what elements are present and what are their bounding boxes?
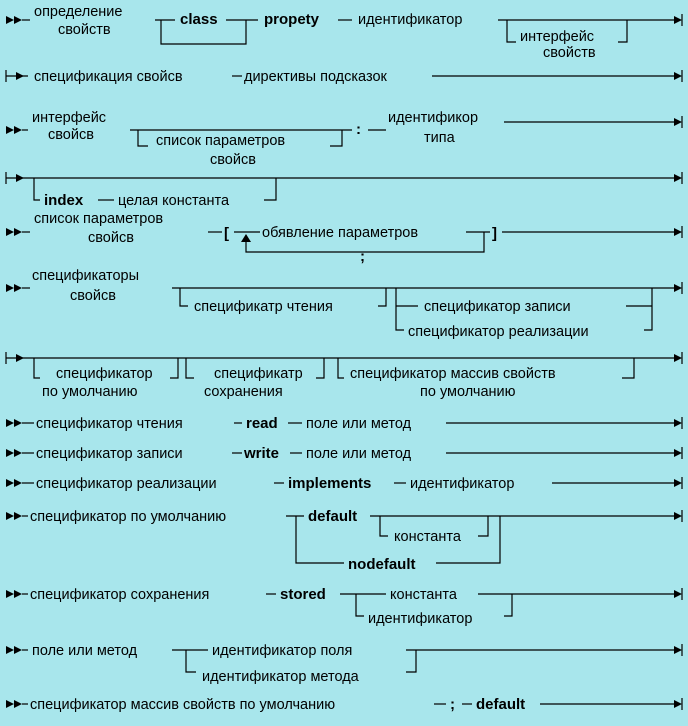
- label-stored-specifier: спецификатр: [214, 366, 303, 382]
- branch-method-id: [186, 650, 196, 672]
- label-property-definition: определение: [34, 4, 123, 20]
- label-read-specifier: спецификатр чтения: [194, 299, 333, 315]
- svg-text:свойств: свойств: [58, 22, 111, 38]
- rule-stored-specifier: [6, 586, 682, 627]
- double-arrow-icon: [6, 590, 14, 598]
- label-default-specifier: спецификатор: [56, 366, 153, 382]
- rule-property-definition: [6, 4, 682, 61]
- branch-constant: [380, 516, 388, 536]
- label-method-identifier: идентификатор метода: [202, 669, 359, 685]
- label-param-declaration: обявление параметров: [262, 225, 419, 241]
- end-arrow-icon: [674, 174, 682, 182]
- double-arrow-icon: [6, 449, 14, 457]
- svg-text:по умолчанию: по умолчанию: [420, 384, 516, 400]
- rule-field-or-method: [6, 643, 682, 685]
- bypass-interface: [507, 20, 516, 42]
- keyword-read: read: [246, 415, 278, 432]
- rule-property-specifiers-continuation: [6, 352, 682, 400]
- end-arrow-icon: [674, 479, 682, 487]
- label-property-specifiers: спецификаторы: [32, 268, 140, 284]
- rule-read-specifier: [6, 415, 682, 432]
- bypass-index: [34, 178, 40, 200]
- end-arrow-icon: [674, 118, 682, 126]
- label-constant: константа: [394, 529, 461, 545]
- symbol-left-bracket: [: [224, 225, 229, 242]
- svg-text:свойсв: свойсв: [48, 127, 94, 143]
- rule-property-parameter-list: [6, 211, 682, 265]
- end-arrow-icon: [674, 72, 682, 80]
- end-arrow-icon: [674, 228, 682, 236]
- double-arrow-icon: [6, 479, 14, 487]
- svg-text:сохранения: сохранения: [204, 384, 283, 400]
- end-arrow-icon: [674, 284, 682, 292]
- label-field-or-method-2: поле или метод: [306, 446, 412, 462]
- rule-property-interface: [6, 110, 682, 168]
- label-identifier-2: идентификатор: [410, 476, 515, 492]
- end-arrow-icon: [674, 512, 682, 520]
- label-field-identifier: идентификатор поля: [212, 643, 353, 659]
- branch-identifier: [356, 594, 364, 616]
- end-arrow-icon: [674, 16, 682, 24]
- symbol-colon: :: [356, 121, 361, 138]
- symbol-semicolon: ;: [360, 248, 365, 265]
- label-type-identifier: идентификор: [388, 110, 479, 126]
- svg-text:свойсв: свойсв: [88, 230, 134, 246]
- rule-property-interface-continuation: [6, 172, 682, 209]
- label-constant-2: константа: [390, 587, 457, 603]
- svg-text:по умолчанию: по умолчанию: [42, 384, 138, 400]
- rule-array-default-specifier: [6, 696, 682, 713]
- loop-arrow-icon: [241, 234, 251, 242]
- label-array-specifier: спецификатор массив свойств: [350, 366, 556, 382]
- double-arrow-icon: [6, 512, 14, 520]
- double-arrow-icon: [6, 284, 14, 292]
- double-arrow-icon: [6, 16, 14, 24]
- keyword-default-2: default: [476, 696, 526, 713]
- keyword-propety: propety: [264, 11, 320, 28]
- keyword-class: class: [180, 11, 218, 28]
- double-arrow-icon: [6, 419, 14, 427]
- label-identifier-3: идентификатор: [368, 611, 473, 627]
- end-arrow-icon: [674, 590, 682, 598]
- label-read-specifier-2: спецификатор чтения: [36, 416, 183, 432]
- double-arrow-icon: [6, 228, 14, 236]
- label-identifier: идентификатор: [358, 12, 463, 28]
- label-stored-specifier-2: спецификатор сохранения: [30, 587, 210, 603]
- svg-text:свойсв: свойсв: [70, 288, 116, 304]
- rule-implements-specifier: [6, 475, 682, 492]
- bypass-array-spec: [338, 358, 344, 378]
- double-arrow-icon: [6, 700, 14, 708]
- svg-text:свойсв: свойсв: [210, 152, 256, 168]
- bypass-stored-spec: [186, 358, 194, 378]
- label-property-interface: интерфейс: [520, 29, 595, 45]
- label-write-specifier: спецификатор записи: [424, 299, 571, 315]
- label-array-default-specifier: спецификатор массив свойств по умолчанию: [30, 697, 336, 713]
- keyword-implements: implements: [288, 475, 372, 492]
- bypass-default-spec: [34, 358, 40, 378]
- end-arrow-icon: [674, 700, 682, 708]
- label-default-specifier-2: спецификатор по умолчанию: [30, 509, 227, 525]
- keyword-nodefault: nodefault: [348, 556, 416, 573]
- end-arrow-icon: [674, 646, 682, 654]
- keyword-index: index: [44, 192, 84, 209]
- end-arrow-icon: [674, 449, 682, 457]
- label-impl-specifier: спецификатор реализации: [408, 324, 589, 340]
- end-arrow-icon: [674, 354, 682, 362]
- label-field-or-method-3: поле или метод: [32, 643, 138, 659]
- label-hint-directives: директивы подсказок: [244, 69, 387, 85]
- rule-write-specifier: [6, 445, 682, 462]
- double-arrow-icon: [6, 126, 14, 134]
- label-property-interface-2: интерфейс: [32, 110, 107, 126]
- end-arrow-icon: [674, 419, 682, 427]
- keyword-stored: stored: [280, 586, 326, 603]
- rule-property-definition-continuation: [6, 69, 682, 85]
- label-field-or-method: поле или метод: [306, 416, 412, 432]
- keyword-default: default: [308, 508, 358, 525]
- rule-property-specifiers: [6, 268, 682, 340]
- bypass-read-spec: [180, 288, 188, 306]
- keyword-write: write: [244, 445, 280, 462]
- label-impl-specifier-2: спецификатор реализации: [36, 476, 217, 492]
- symbol-right-bracket: ]: [492, 225, 497, 242]
- label-param-list: список параметров: [156, 133, 286, 149]
- label-integer-constant: целая константа: [118, 193, 230, 209]
- label-param-list-2: список параметров: [34, 211, 164, 227]
- double-arrow-icon: [6, 646, 14, 654]
- label-write-specifier-2: спецификатор записи: [36, 446, 183, 462]
- symbol-semicolon-2: ;: [450, 696, 455, 713]
- bypass-param-list: [138, 130, 148, 146]
- svg-text:свойств: свойств: [543, 45, 596, 61]
- svg-text:типа: типа: [424, 130, 455, 146]
- label-property-spec: спецификация свойсв: [34, 69, 183, 85]
- branch-write-impl: [396, 288, 404, 330]
- rule-default-specifier: [6, 508, 682, 573]
